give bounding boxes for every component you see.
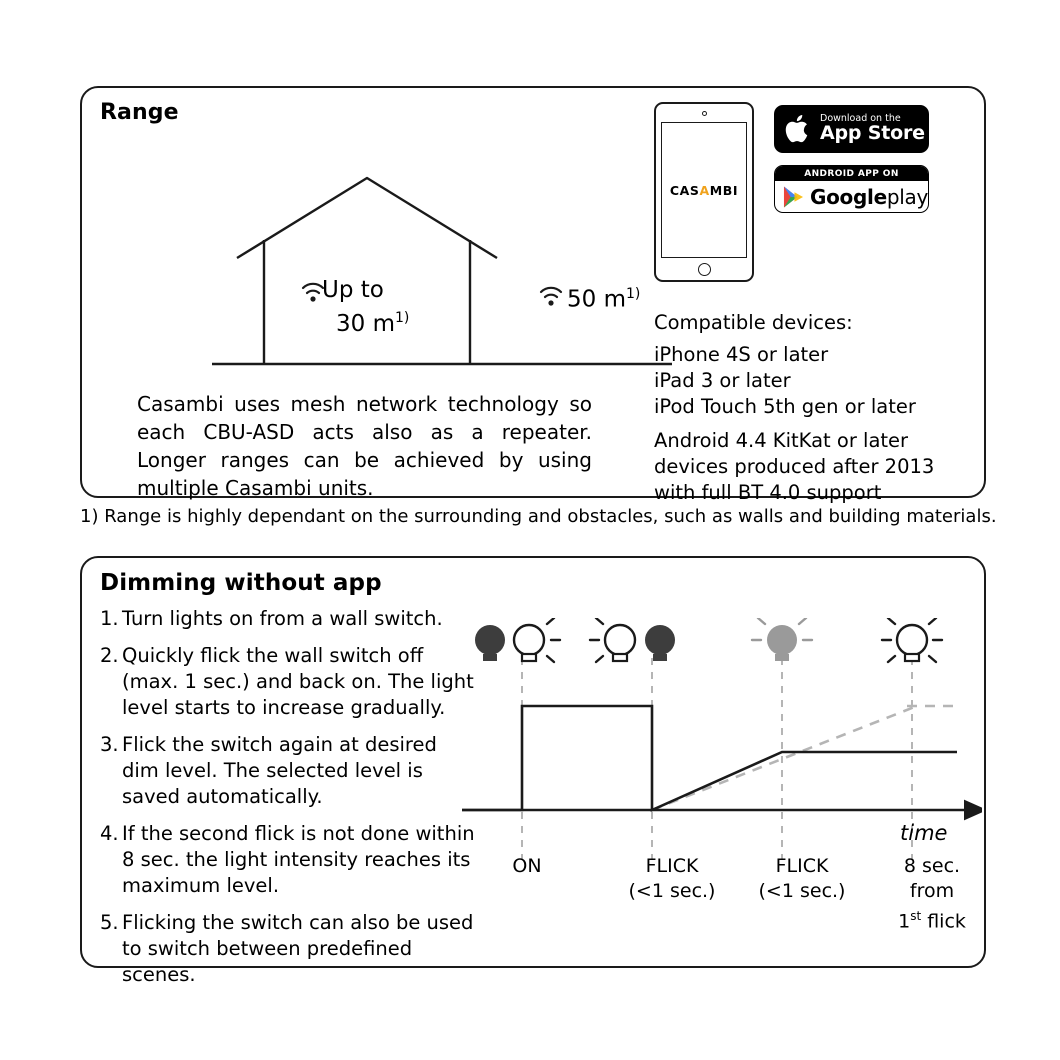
- range-indoor-footnote-marker: 1): [394, 310, 410, 326]
- list-item: [100, 643, 475, 721]
- range-description: Casambi uses mesh network technology so each CBU-ASD acts also as a repeater. Longer ranges can be achieved by using multiple Casambi units.: [137, 392, 592, 500]
- wifi-icon-outdoor: [538, 284, 564, 308]
- tick-label-flick1-line2: (<1 sec.): [628, 880, 716, 902]
- list-item-number: 5.: [100, 911, 119, 934]
- casambi-logo: [670, 183, 738, 198]
- tick-label-flick2-line1: FLICK: [775, 855, 829, 877]
- tick-label-timeout-line2: from: [909, 880, 955, 902]
- list-item: [100, 732, 475, 810]
- bulb-pair-off-on: [475, 618, 560, 662]
- google-play-badge[interactable]: [774, 165, 929, 213]
- bulb-pair-on-off: [590, 618, 675, 662]
- phone-home-button-icon: [698, 263, 711, 276]
- compatible-devices-block: [654, 310, 974, 506]
- tick-label-timeout: [872, 854, 992, 934]
- google-play-badge-top: ANDROID APP ON: [775, 166, 928, 181]
- range-indoor-value: 30 m: [336, 310, 395, 337]
- phone-camera-icon: [702, 111, 707, 116]
- apple-logo-icon: [785, 112, 813, 146]
- range-outdoor-value: 50 m: [567, 286, 626, 313]
- time-axis-label: time: [900, 821, 948, 845]
- tick-label-timeout-line1: 8 sec.: [903, 855, 961, 877]
- tick-label-on: [482, 854, 572, 879]
- app-store-badge-small: Download on the: [820, 113, 901, 125]
- range-panel: [80, 86, 986, 504]
- tick-label-flick1-line1: FLICK: [645, 855, 699, 877]
- app-store-badge[interactable]: [774, 105, 929, 153]
- list-item-text: Flicking the switch can also be used to switch between predefined scenes.: [122, 911, 474, 986]
- list-item-number: 4.: [100, 822, 119, 845]
- google-play-word-google: Google: [810, 184, 887, 209]
- compatible-device-item: iPad 3 or later: [654, 369, 791, 392]
- range-outdoor-footnote-marker: 1): [625, 286, 641, 302]
- google-play-badge-text: [810, 185, 928, 209]
- compatible-device-item: iPhone 4S or later: [654, 343, 829, 366]
- list-item-text: Quickly flick the wall switch off (max. 1 sec.) and back on. The light level starts to increase gradually.: [122, 644, 474, 719]
- list-item-text: If the second flick is not done within 8 sec. the light intensity reaches its maximum level.: [122, 822, 475, 897]
- list-item-text: Turn lights on from a wall switch.: [122, 607, 443, 630]
- bulb-dimmed: [752, 618, 812, 661]
- google-play-triangle-icon: [783, 185, 804, 209]
- dimming-panel-title: Dimming without app: [100, 570, 382, 596]
- range-footnote: 1) Range is highly dependant on the surrounding and obstacles, such as walls and building materials.: [80, 506, 997, 527]
- dimming-steps-list: [100, 606, 475, 999]
- tick-label-on-line1: ON: [512, 855, 542, 877]
- phone-screen: [661, 122, 747, 258]
- casambi-logo-accent: A: [699, 182, 710, 198]
- list-item-text: Flick the switch again at desired dim level. The selected level is saved automatically.: [122, 733, 437, 808]
- compatible-device-item: iPod Touch 5th gen or later: [654, 395, 916, 418]
- list-item: [100, 910, 475, 988]
- tick-label-flick2: [742, 854, 862, 904]
- dimming-panel: [80, 556, 986, 986]
- range-panel-title: Range: [100, 100, 179, 125]
- compatible-devices-heading: Compatible devices:: [654, 311, 853, 334]
- tick-label-flick2-line2: (<1 sec.): [758, 880, 846, 902]
- list-item-number: 1.: [100, 607, 119, 630]
- casambi-logo-pre: CAS: [669, 182, 700, 198]
- list-item-number: 3.: [100, 733, 119, 756]
- range-indoor-prefix: Up to: [322, 277, 384, 303]
- app-store-badge-big: App Store: [820, 122, 925, 145]
- google-play-word-play: play: [886, 184, 928, 209]
- tick-label-flick1: [612, 854, 732, 904]
- smartphone-mockup: [654, 102, 754, 282]
- list-item: [100, 821, 475, 899]
- compatible-device-item: Android 4.4 KitKat or later devices produced after 2013 with full BT 4.0 support: [654, 429, 935, 504]
- casambi-logo-post: MBI: [709, 182, 739, 198]
- list-item: [100, 606, 475, 632]
- app-store-badge-text: [820, 114, 925, 144]
- range-indoor-label: [322, 276, 409, 338]
- list-item-number: 2.: [100, 644, 119, 667]
- tick-label-timeout-line3: 1st flick: [898, 909, 966, 933]
- range-outdoor-label: [567, 280, 640, 314]
- google-play-badge-body: [775, 181, 928, 212]
- bulb-full-bright: [882, 618, 942, 662]
